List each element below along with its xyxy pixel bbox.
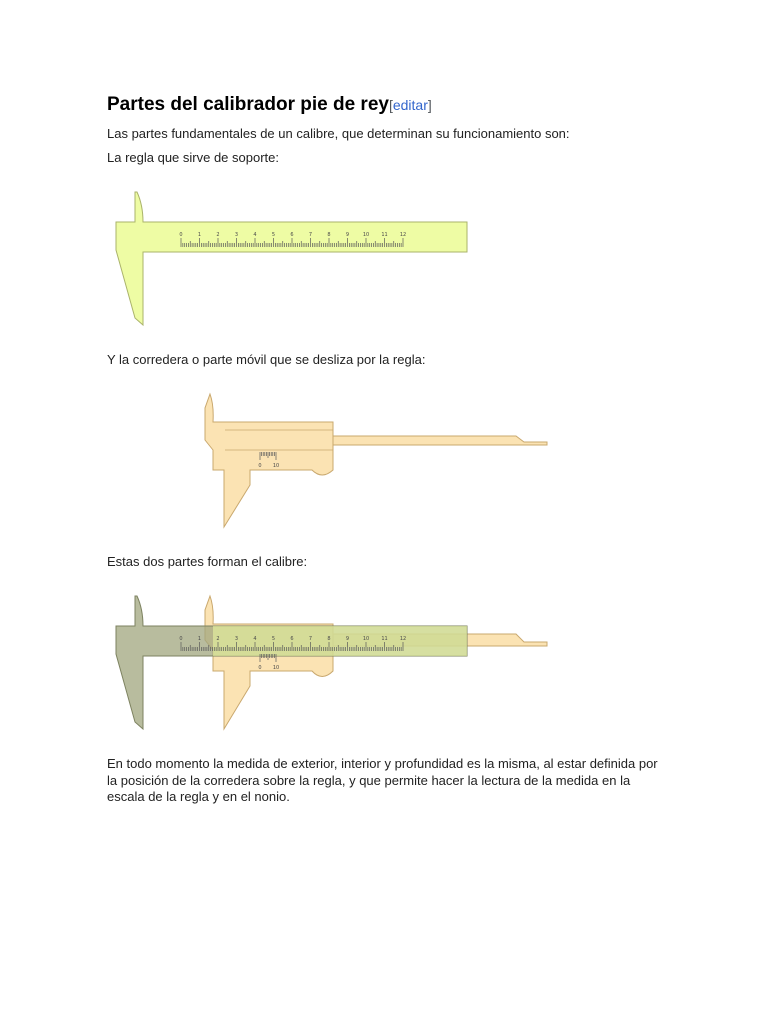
- scale-number: 1: [197, 636, 202, 642]
- combined-slider-body: [205, 596, 333, 729]
- conclusion-paragraph: En todo momento la medida de exterior, interior y profundidad es la misma, al estar definida por la posición de la corredera sobre la regla, y que permite hacer la lectura de la medida en la escala de la regla y en el nonio.: [107, 756, 658, 804]
- scale-number: 8: [327, 232, 331, 238]
- intro-paragraph: Las partes fundamentales de un calibre, que determinan su funcionamiento son:: [107, 126, 570, 141]
- edit-bracket-open: [: [388, 97, 393, 113]
- scale-number: 6: [290, 232, 294, 238]
- vernier-number: 10: [272, 463, 280, 469]
- scale-number: 5: [271, 232, 276, 238]
- scale-number: 7: [308, 232, 313, 238]
- scale-number: 5: [271, 636, 276, 642]
- slider-caption: Y la corredera o parte móvil que se desliza por la regla:: [107, 352, 426, 367]
- vernier-number: 0: [258, 665, 262, 671]
- vernier-number: 0: [258, 463, 262, 469]
- scale-number: 4: [253, 232, 257, 238]
- scale-number: 11: [381, 232, 388, 238]
- scale-number: 3: [234, 636, 239, 642]
- scale-number: 10: [362, 232, 370, 238]
- scale-number: 3: [234, 232, 239, 238]
- scale-number: 2: [216, 636, 220, 642]
- vernier-number: 10: [272, 665, 280, 671]
- edit-bracket-close: ]: [427, 97, 432, 113]
- ruler-caption: La regla que sirve de soporte:: [107, 150, 279, 165]
- scale-number: 9: [345, 636, 350, 642]
- scale-number: 10: [362, 636, 370, 642]
- scale-number: 12: [399, 636, 407, 642]
- scale-number: 4: [253, 636, 257, 642]
- scale-number: 2: [216, 232, 220, 238]
- scale-number: 0: [179, 636, 183, 642]
- scale-number: 8: [327, 636, 331, 642]
- slider-figure: [205, 394, 547, 527]
- scale-number: 12: [399, 232, 407, 238]
- slider-body: [205, 394, 333, 527]
- edit-link[interactable]: editar: [392, 97, 428, 113]
- scale-number: 1: [197, 232, 202, 238]
- scale-number: 6: [290, 636, 294, 642]
- ruler-body: [116, 192, 467, 325]
- combined-caliper-figure: [116, 596, 547, 729]
- ruler-figure: [116, 192, 467, 325]
- scale-number: 0: [179, 232, 183, 238]
- section-title: Partes del calibrador pie de rey: [107, 94, 389, 115]
- combined-caption: Estas dos partes forman el calibre:: [107, 554, 308, 569]
- scale-number: 9: [345, 232, 350, 238]
- scale-number: 7: [308, 636, 313, 642]
- scale-number: 11: [381, 636, 388, 642]
